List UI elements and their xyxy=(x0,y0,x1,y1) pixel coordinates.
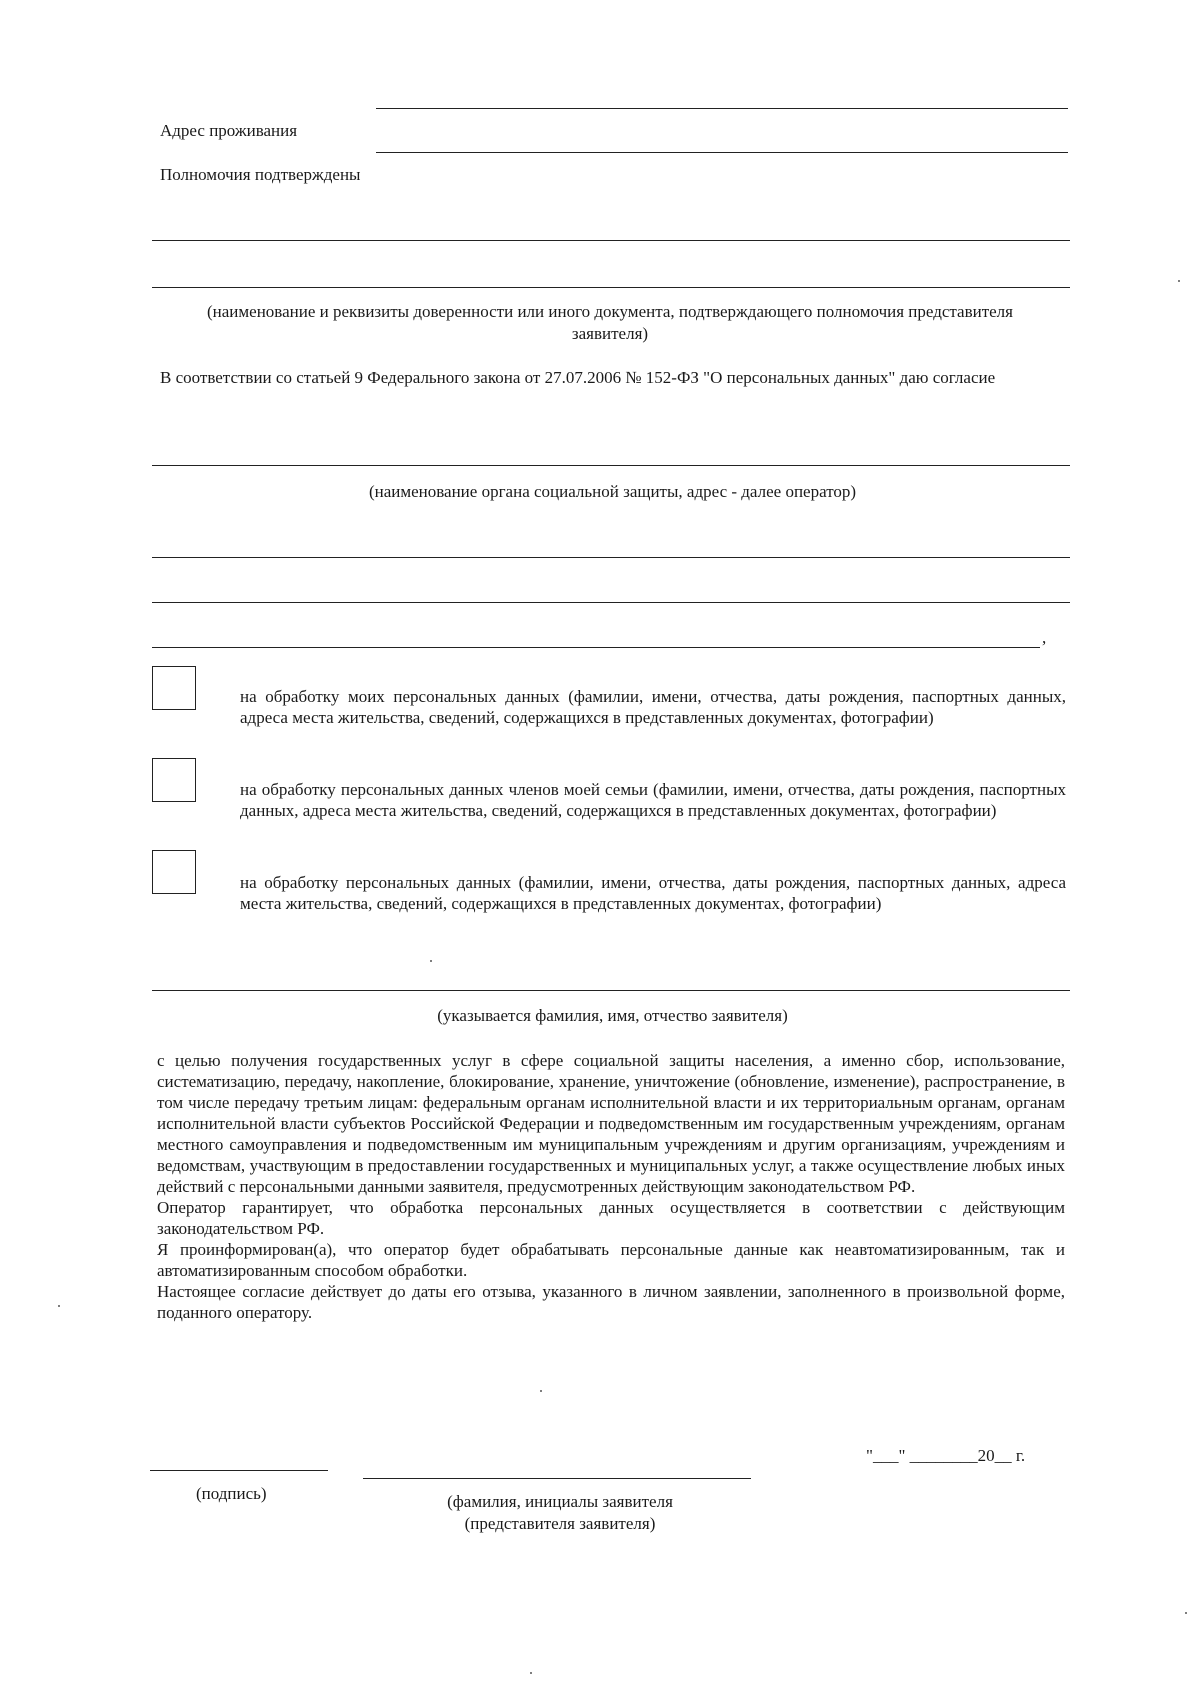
option-checkbox-own-data[interactable] xyxy=(152,666,196,710)
scan-speck xyxy=(1185,1612,1187,1614)
operator-extra-line-2[interactable] xyxy=(152,602,1070,603)
informed-paragraph: Я проинформирован(а), что оператор будет обрабатывать персональные данные как неавтоматизированным, так и автоматизированным способом обработки. xyxy=(157,1240,1065,1280)
operator-caption: (наименование органа социальной защиты, адрес - далее оператор) xyxy=(368,482,857,501)
date-field[interactable]: "___" ________20__ г. xyxy=(866,1446,1026,1465)
scan-speck xyxy=(430,960,432,962)
purpose-paragraph: с целью получения государственных услуг в сфере социальной защиты населения, а именно сбор, использование, систематизацию, передачу, накопление, блокирование, хранение, уничтожение (обновление, изменение), распространение, в том числе передачу третьим лицам: федеральным органам исполнительной власти и их территориальным органам, органам исполнительной власти субъектов Российской Федерации и подведомственным им государственным учреждениям, органам местного самоуправления и подведомственным им муниципальным учреждениям и другим организациям, учреждениям и ведомствам, участвующим в предоставлении государственных и муниципальных услуг, а также осуществление любых иных действий с персональными данными заявителя, предусмотренных действующим законодательством РФ. xyxy=(157,1051,1065,1196)
operator-extra-line-1[interactable] xyxy=(152,557,1070,558)
address-label: Адрес проживания xyxy=(160,121,298,140)
authority-line-2[interactable] xyxy=(152,287,1070,288)
name-initials-line[interactable] xyxy=(363,1478,751,1479)
scan-speck xyxy=(540,1390,542,1392)
signature-caption: (подпись) xyxy=(196,1484,267,1503)
option-text-other-data: на обработку персональных данных (фамилии, имени, отчества, даты рождения, паспортных данных, адреса места жительства, сведений, содержащихся в представленных документах, фотографии) xyxy=(240,873,1066,913)
operator-extra-line-3[interactable] xyxy=(152,647,1040,648)
name-caption-line1: (фамилия, инициалы заявителя xyxy=(447,1492,673,1511)
applicant-name-caption: (указывается фамилия, имя, отчество заявителя) xyxy=(437,1006,788,1025)
validity-paragraph: Настоящее согласие действует до даты его отзыва, указанного в личном заявлении, заполненного в произвольной форме, поданного оператору. xyxy=(157,1282,1065,1322)
authority-doc-caption: (наименование и реквизиты доверенности или иного документа, подтверждающего полномочия представителя заявителя) xyxy=(207,302,1013,343)
scan-speck xyxy=(1178,280,1180,282)
applicant-name-line[interactable] xyxy=(152,990,1070,991)
guarantee-paragraph: Оператор гарантирует, что обработка персональных данных осуществляется в соответствии с действующим законодательством РФ. xyxy=(157,1198,1065,1238)
signature-line[interactable] xyxy=(150,1470,328,1471)
name-caption xyxy=(400,1491,720,1535)
option-text-family-data: на обработку персональных данных членов моей семьи (фамилии, имени, отчества, даты рождения, паспортных данных, адреса места жительства, сведений, содержащихся в представленных документах, фотографии) xyxy=(240,780,1066,820)
address-line[interactable] xyxy=(376,152,1068,153)
authority-line-1[interactable] xyxy=(152,240,1070,241)
consent-intro: В соответствии со статьей 9 Федерального закона от 27.07.2006 № 152-ФЗ "О персональных данных" даю согласие xyxy=(160,368,996,387)
address-line-top[interactable] xyxy=(376,108,1068,109)
operator-line[interactable] xyxy=(152,465,1070,466)
name-caption-line2: (представителя заявителя) xyxy=(464,1514,656,1533)
option-text-own-data: на обработку моих персональных данных (фамилии, имени, отчества, даты рождения, паспортных данных, адреса места жительства, сведений, содержащихся в представленных документах, фотографии) xyxy=(240,687,1066,727)
option-checkbox-family-data[interactable] xyxy=(152,758,196,802)
option-checkbox-other-data[interactable] xyxy=(152,850,196,894)
authority-label: Полномочия подтверждены xyxy=(160,165,361,184)
scan-speck xyxy=(530,1672,532,1674)
scan-speck xyxy=(58,1305,60,1307)
trailing-comma: , xyxy=(1042,628,1047,647)
consent-body xyxy=(157,1050,1065,1323)
